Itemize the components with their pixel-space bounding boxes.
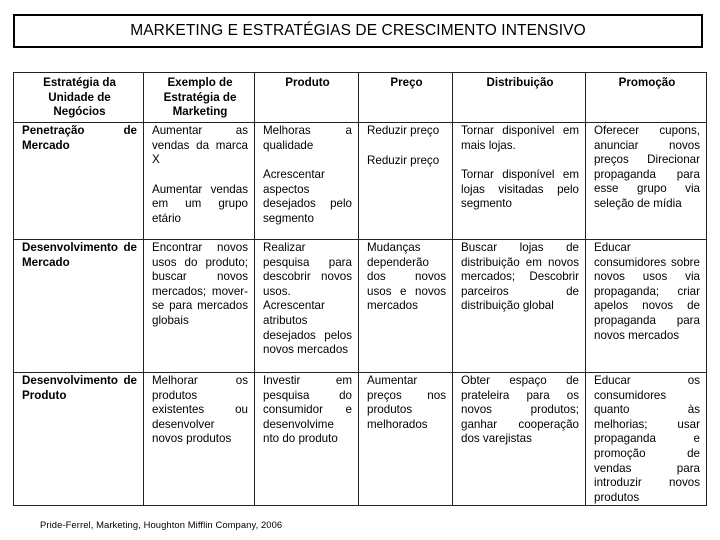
strategy-label: Desenvolvimento de Produto [22,374,137,402]
strategy-cell [14,373,144,506]
example-text-1: Aumentar as vendas da marca X [152,124,248,167]
distribution-cell [453,123,586,240]
distribution-cell: Obter espaço de prateleira para os novos produtos; ganhar cooperação dos varejistas [453,373,586,506]
page-title: MARKETING E ESTRATÉGIAS DE CRESCIMENTO INTENSIVO [130,22,586,39]
promotion-cell [586,123,707,240]
promotion-cell: Educar os consumidores quanto às melhorias; usar propaganda e promoção de vendas para introduzir novos produtos [586,373,707,506]
table-row [14,123,707,240]
price-cell [359,123,453,240]
table-row [14,240,707,373]
price-cell: Aumentar preços nos produtos melhorados [359,373,453,506]
example-text-2: Aumentar vendas em um grupo etário [152,182,248,225]
strategy-label: Desenvolvimento de Mercado [22,241,137,269]
product-text-2: Acrescentar aspectos desejados pelo segmento [263,168,352,225]
header-promotion: Promoção [586,73,707,123]
promotion-text: Oferecer cupons, anunciar novos preços Direcionar propaganda para esse grupo via seleção de mídia [594,124,700,210]
distribution-text-2: Tornar disponível em lojas visitadas pelo segmento [461,168,579,211]
table-row [14,373,707,506]
price-text-2: Reduzir preço [367,153,440,167]
price-text-1: Reduzir preço [367,124,440,137]
distribution-text-1: Tornar disponível em mais lojas. [461,124,579,152]
title-box [13,14,703,48]
product-cell [255,123,359,240]
header-row [14,73,707,123]
product-text-1: Melhoras a qualidade [263,124,352,152]
header-distribution: Distribuição [453,73,586,123]
header-price: Preço [359,73,453,123]
product-cell: Realizar pesquisa para descobrir novos usos. Acrescentar atributos desejados pelos novos mercados [255,240,359,373]
header-product: Produto [255,73,359,123]
product-cell: Investir em pesquisa do consumidor e desenvolvime nto do produto [255,373,359,506]
source-citation: Pride-Ferrel, Marketing, Houghton Mifflin Company, 2006 [40,519,283,530]
price-cell: Mudanças dependerão dos novos usos e novos mercados [359,240,453,373]
distribution-cell: Buscar lojas de distribuição em novos mercados; Descobrir parceiros de distribuição global [453,240,586,373]
promotion-cell: Educar consumidores sobre novos usos via propaganda; criar apelos novos de propaganda para novos mercados [586,240,707,373]
example-cell [144,123,255,240]
example-cell: Encontrar novos usos do produto; buscar novos mercados; mover-se para mercados globais [144,240,255,373]
example-cell: Melhorar os produtos existentes ou desenvolver novos produtos [144,373,255,506]
strategy-table [13,72,707,506]
header-strategy: Estratégia da Unidade de Negócios [14,73,144,123]
header-example: Exemplo de Estratégia de Marketing [144,73,255,123]
strategy-cell [14,240,144,373]
strategy-cell [14,123,144,240]
strategy-label: Penetração de Mercado [22,124,137,152]
